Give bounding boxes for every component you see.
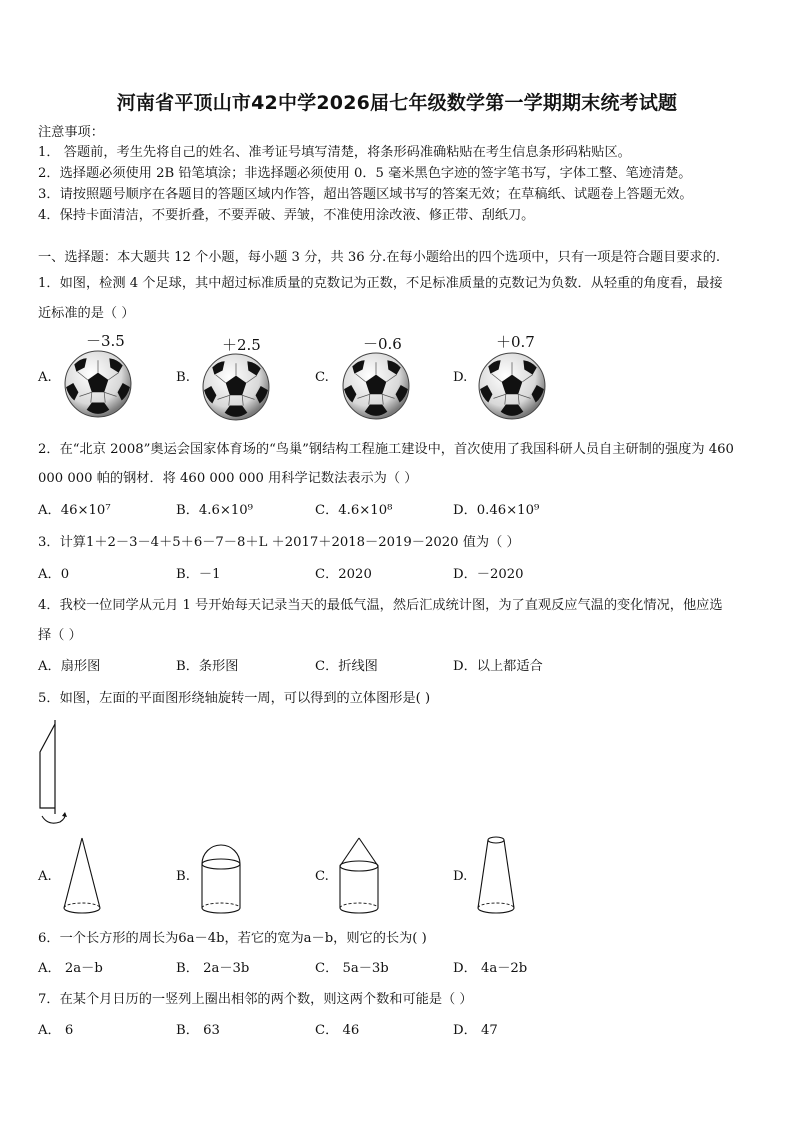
q1-option-d-letter[interactable]: D. — [453, 370, 468, 385]
q5-option-a-letter[interactable]: A. — [38, 869, 52, 884]
q5-option-c-letter[interactable]: C. — [315, 869, 329, 884]
soccer-ball-icon — [342, 352, 410, 420]
rotation-figure-diagram — [32, 718, 78, 830]
q2-option-b[interactable]: B．4.6×10⁹ — [176, 503, 253, 518]
soccer-ball-icon — [64, 350, 132, 418]
q3-stem: 3．计算1＋2－3－4＋5＋6－7－8＋L ＋2017＋2018－2019－2020 值为（ ） — [38, 535, 520, 550]
q7-option-c[interactable]: C． 46 — [315, 1023, 360, 1038]
q7-option-a[interactable]: A． 6 — [38, 1023, 74, 1038]
q2-option-c[interactable]: C．4.6×10⁸ — [315, 503, 393, 518]
q4-stem-line1: 4．我校一位同学从元月 1 号开始每天记录当天的最低气温，然后汇成统计图，为了直观反应气温的变化情况，他应选 — [38, 598, 723, 613]
notice-item: 2．选择题必须使用 2B 铅笔填涂；非选择题必须使用 0．5 毫米黑色字迹的签字笔书写，字体工整、笔迹清楚。 — [38, 166, 692, 181]
q6-option-d[interactable]: D． 4a－2b — [453, 961, 528, 976]
q4-stem-line2: 择（ ） — [38, 628, 82, 643]
cylinder-with-hemisphere-figure — [198, 842, 244, 918]
q2-stem-line2: 000 000 帕的钢材．将 460 000 000 用科学记数法表示为（ ） — [38, 471, 418, 486]
q1-option-d-value: ＋0.7 — [496, 333, 535, 351]
q1-stem-line2: 近标准的是（ ） — [38, 306, 135, 321]
q1-option-b-value: ＋2.5 — [222, 336, 261, 354]
cone-figure — [60, 836, 104, 918]
q7-option-b[interactable]: B． 63 — [176, 1023, 220, 1038]
q2-option-a[interactable]: A．46×10⁷ — [38, 503, 111, 518]
q5-option-b-letter[interactable]: B. — [176, 869, 190, 884]
q3-option-d[interactable]: D．－2020 — [453, 567, 524, 582]
notice-header: 注意事项： — [38, 125, 104, 140]
q3-option-a[interactable]: A．0 — [38, 567, 70, 582]
q7-option-d[interactable]: D． 47 — [453, 1023, 498, 1038]
q7-stem: 7．在某个月日历的一竖列上圈出相邻的两个数，则这两个数和可能是（ ） — [38, 992, 473, 1007]
section-heading: 一、选择题：本大题共 12 个小题，每小题 3 分，共 36 分.在每小题给出的四个选项中，只有一项是符合题目要求的. — [38, 250, 721, 265]
cone-on-cylinder-figure — [336, 836, 382, 918]
q1-option-a-value: －3.5 — [86, 332, 125, 350]
soccer-ball-icon — [478, 352, 546, 420]
q5-stem: 5．如图，左面的平面图形绕轴旋转一周，可以得到的立体图形是( ) — [38, 691, 431, 706]
q6-option-b[interactable]: B． 2a－3b — [176, 961, 250, 976]
q1-option-a-letter[interactable]: A. — [38, 370, 52, 385]
notice-item: 1． 答题前，考生先将自己的姓名、准考证号填写清楚，将条形码准确粘贴在考生信息条形码粘贴区。 — [38, 145, 631, 160]
q6-option-a[interactable]: A． 2a－b — [38, 961, 103, 976]
q4-option-b[interactable]: B．条形图 — [176, 659, 239, 674]
page-title: 河南省平顶山市42中学2026届七年级数学第一学期期末统考试题 — [116, 92, 678, 114]
q3-option-b[interactable]: B．－1 — [176, 567, 221, 582]
soccer-ball-icon — [202, 353, 270, 421]
frustum-figure — [474, 832, 518, 918]
q1-option-c-value: －0.6 — [363, 335, 402, 353]
q2-stem-line1: 2．在“北京 2008”奥运会国家体育场的“鸟巢”钢结构工程施工建设中，首次使用了我国科研人员自主研制的强度为 460 — [38, 442, 734, 457]
q6-stem: 6．一个长方形的周长为6a－4b，若它的宽为a－b，则它的长为( ) — [38, 931, 427, 946]
q4-option-c[interactable]: C．折线图 — [315, 659, 378, 674]
q4-option-a[interactable]: A．扇形图 — [38, 659, 101, 674]
q2-option-d[interactable]: D．0.46×10⁹ — [453, 503, 540, 518]
q1-stem-line1: 1．如图，检测 4 个足球，其中超过标准质量的克数记为正数，不足标准质量的克数记为负数．从轻重的角度看，最接 — [38, 276, 723, 291]
q6-option-c[interactable]: C． 5a－3b — [315, 961, 389, 976]
q3-option-c[interactable]: C．2020 — [315, 567, 372, 582]
notice-item: 3．请按照题号顺序在各题目的答题区域内作答，超出答题区域书写的答案无效；在草稿纸、试题卷上答题无效。 — [38, 187, 693, 202]
q1-option-b-letter[interactable]: B. — [176, 370, 190, 385]
q4-option-d[interactable]: D．以上都适合 — [453, 659, 543, 674]
notice-item: 4．保持卡面清洁，不要折叠，不要弄破、弄皱，不准使用涂改液、修正带、刮纸刀。 — [38, 208, 535, 223]
q1-option-c-letter[interactable]: C. — [315, 370, 329, 385]
q5-option-d-letter[interactable]: D. — [453, 869, 468, 884]
